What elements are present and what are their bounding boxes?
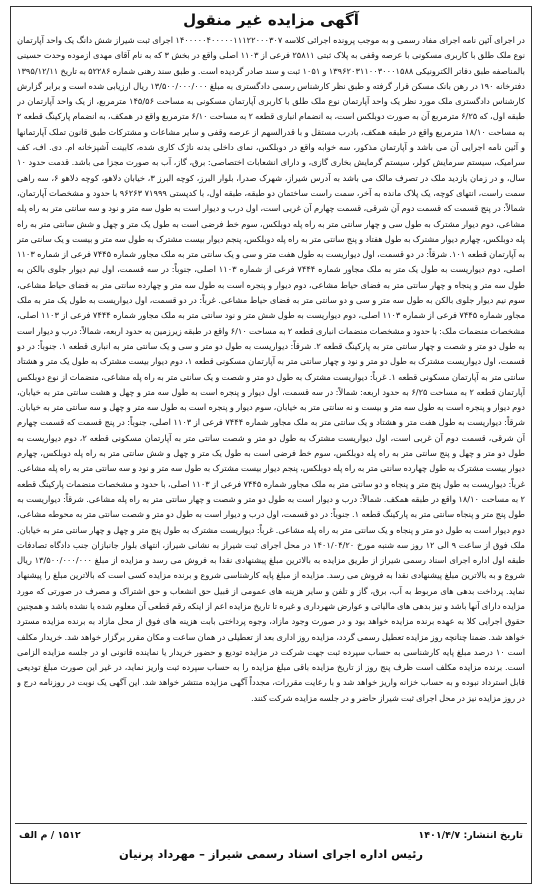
auction-notice: [10, 6, 532, 884]
notice-title: آگهی مزایده غیر منقول: [183, 11, 359, 29]
notice-body: در اجرای آئین نامه اجرای مفاد رسمی و به موجب پرونده اجرائی کلاسه ۱۴۰۰۰۰۰۴۰۰۰۰۰۱۱۱۲۲۰۰۰۳۰۷ اجرای ثبت شیراز شش دانگ یک واحد آپارتمان نوع ملک طلق با کاربری مسکونی با عرصه وقفی به پلاک ثبتی ۲۵۸۱۱ فرعی از ۱۱۰۳ اصلی واقع در بخش ۳ که به نام آقای مهدی ازموده وحدت حسینی بالمناصفه طبق دفاتر الکترونیکی ۱۳۹۶۲۰۳۱۱۰۰۳۰۰۰۱۵۸۸ و ۱۰۵۱ ثبت و سند صادر گردیده است. و طبق سند رهنی شماره ۵۲۲۸۶ به تاریخ ۱۳۹۵/۱۲/۱۱ دفترخانه ۱۹۰ در رهن بانک مسکن قرار گرفته و طبق نظر کارشناس رسمی دادگستری به مبلغ ۱۳/۵۰۰/۰۰۰/۰۰۰ ریال ارزیابی شده است و برابر گزارش کارشناس دادگستری ملک مورد نظر یک واحد آپارتمان نوع ملک طلق با کاربری آپارتمان مسکونی به مساحت ۱۴۵/۵۶ مترمربع، از یک واحد آپارتمان در طبقه اول، که ۶/۲۵ مترمربع آن به صورت دوبلکس است، به انضمام انباری قطعه ۲ به مساحت ۶/۱۰ مترمربع واقع در همکف، به انضمام پارکینگ قطعه ۲ به مساحت ۱۸/۱۰ مترمربع واقع در طبقه همکف، بادرب مستقل و با قدرالسهم از عرصه وقفی و سایر مشاعات و مشترکات طبق قانون تملک آپارتمانها و آئین نامه اجرایی آن می باشد و آپارتمان مذکور، سه خوابه واقع در دوبلکس، نمای داخلی بدنه ناژک کاری شده، کابینت آشپزخانه ام. دی. اف، کف سرامیک، سیستم سرمایش کولر، سیستم گرمایش بخاری گازی، و دارای انشعابات اختصاصی: برق، گاز، آب به صورت مجزا می باشد. قدمت حدود ۱۰ سال، و در زمان بازدید ملک در تصرف مالک می باشد به آدرس شیراز، شهرک صدرا، بلوار البرز، کوچه البرز ۳، خیابان دلاهو، کوچه دلاهو ۶، سه راهی سمت راست، انتهای کوچه، یک پلاک مانده به آخر، سمت راست ساختمان دو طبقه، طبقه اول، با کدپستی ۷۱۹۹۹ ۹۶۲۶۳ با حدود و مشخصات آپارتمان، شمالاً: در پنج قسمت که قسمت دوم آن شرقی، قسمت چهارم آن غربی است، اول درب و دیوار است به طول سه متر و نود و سه سانتی متر به راه پله مشاعی، دوم دیوار مشترک به طول سی و چهار سانتی متر به راه پله دوبلکس، سوم خط فرضی است به طول یک متر و چهل و شش سانتی متر به راه پله دوبلکس، چهارم دیوار مشترک به طول هفتاد و پنج سانتی متر به راه پله دوبلکس، پنجم دیوار بیست مشترک به طول سه متر و بیست و یک سانتی متر به آپارتمان قطعه ۱۰۱. شرقاً: در دو قسمت، اول دیواریست به طول هفت متر و سی و یک سانتی متر به ملک مجاور شماره ۷۴۴۵ فرعی از شماره ۱۱۰۳ اصلی، دوم دیواریست به طول یک متر به ملک مجاور شماره ۷۴۴۴ فرعی از شماره ۱۱۰۳ اصلی، جنوباً: در سه قسمت، اول نیم دیوار جلوی بالکن به طول سه متر و پنجاه و چهار سانتی متر به فضای حیاط مشاعی، دوم دیوار و پنجره است به طول سه متر و چهارده سانتی متر به فضای حیاط مشاعی، سوم نیم دیوار جلوی بالکن به طول سه متر و سی و دو سانتی متر به فضای حیاط مشاعی. غرباً: در دو قسمت، اول دیواریست به طول یک متر به ملک مجاور شماره ۷۴۴۵ فرعی از شماره ۱۱۰۳ اصلی، دوم دیواریست به طول شش متر و نود سانتی متر به ملک مجاور شماره ۷۴۴۴ فرعی از ۱۱۰۳ اصلی، مشخصات منضمات ملک: با حدود و مشخصات منضمات انباری قطعه ۲ به مساحت ۶/۱۰ واقع در طبقه زیرزمین به حدود اربعه، شمالاً: درب و دیوار است به طول دو متر و شصت و چهار سانتی متر به پارکینگ قطعه ۲. شرقاً: دیواریست به طول دو متر و سی و یک سانتی متر به انباری قطعه ۱. جنوباً: در دو قسمت، اول دیواریست مشترک به طول دو متر و نود و چهار سانتی متر به آپارتمان مسکونی قطعه ۱، دوم دیوار بیست مشترک به طول یک متر و هشتاد سانتی متر به آپارتمان مسکونی قطعه ۱. غرباً: دیواریست مشترک به طول دو متر و شصت و یک سانتی متر به راه پله مشاعی، منضمات از نوع دوبلکس آپارتمان قطعه ۲ به مساحت ۶/۲۵ به حدود اربعه: شمالاً: در سه قسمت، اول دیوار و پنجره است به طول سه متر و چهل و هشت سانتی متر به خیابان، دوم دیوار و پنجره است به طول سه متر و بیست و نه سانتی متر به خیابان، سوم دیوار و پنجره است به طول سه متر و چهل و سه سانتی متر به خیابان. شرقاً: دیواریست به طول هفت متر و هشتاد و یک سانتی متر به ملک مجاور شماره ۷۴۴۴ فرعی از ۱۱۰۳ اصلی، جنوباً: در پنج قسمت که قسمت چهارم آن شرقی، قسمت دوم آن غربی است، اول دیواریست مشترک به طول دو متر و شصت سانتی متر به آپارتمان مسکونی قطعه ۲، دوم دیواریست به طول دو متر و چهل و پنج سانتی متر به راه پله دوبلکس، سوم خط فرضی است به طول یک متر و چهل و شش سانتی متر به راه پله دوبلکس، چهارم دیوار بیست مشترک به طول چهارده سانتی متر به راه پله دوبلکس، پنجم دیوار بیست مشترک به طول سه متر و نود و سه سانتی متر به راه پله مشاعی. غرباً: دیواریست به طول پنج متر و پنجاه و دو سانتی متر به ملک مجاور شماره ۷۴۴۵ فرعی از ۱۱۰۳ اصلی، با حدود و مشخصات منضمات پارکینگ قطعه ۲ به مساحت ۱۸/۱۰ واقع در طبقه همکف. شمالاً: درب و دیوار است به طول دو متر و شصت و چهار سانتی متر به راه پله مشاعی. شرقاً: دیواریست به طول پنج متر و پنجاه سانتی متر به پارکینگ قطعه ۱. جنوباً: در دو قسمت، اول درب و دیوار است به طول دو متر و شصت سانتی متر به محوطه مشاعی، دوم دیوار است به طول دو متر و پنجاه و یک سانتی متر به راه پله مشاعی. غرباً: دیواریست مشترک به طول پنج متر و چهل و چهار سانتی متر به خیابان. ملک فوق از ساعت ۹ الی ۱۲ روز سه شنبه مورخ ۱۴۰۱/۰۴/۲۰ در محل اجرای ثبت شیراز به نشانی شیراز، انتهای بلوار جانبازان جنب دادگاه تصادفات طبقه اول اداره اجرای اسناد رسمی شیراز از طریق مزایده به بالاترین مبلغ پیشنهادی نقدا به فروش می رسد و مزایده از مبلغ ۱۳/۵۰۰/۰۰۰/۰۰۰ ریال شروع و به بالاترین مبلغ پیشنهادی نقدا به فروش می رسد. مزایده از مبلغ پایه کارشناسی شروع و برنده مزایده کسی است که بالاترین مبلغ را پیشنهاد نماید. پرداخت بدهی های مربوط به آب، برق، گاز و تلفن و سایر هزینه های عمومی از قبیل حق انشعاب و حق اشتراک و مصرف در صورتی که مورد مزایده دارای آنها باشد و نیز بدهی های مالیاتی و عوارض شهرداری و غیره تا تاریخ مزایده اعم از اینکه رقم قطعی آن معلوم شده یا نشده باشد و همچنین حقوق اجرایی کلا به عهده برنده مزایده خواهد بود و در صورت وجود مازاد، وجوه پرداختی بابت هزینه های فوق از محل مازاد به برنده مزایده مسترد خواهد شد. ضمنا چنانچه روز مزایده تعطیل رسمی گردد، مزایده روز اداری بعد از تعطیلی در همان ساعت و مکان مقرر برگزار خواهد شد. خریدار مکلف است ۱۰ درصد مبلغ پایه کارشناسی به حساب سپرده ثبت جهت شرکت در مزایده تودیع و حضور خریدار یا نماینده قانونی او در جلسه مزایده الزامی است. برنده مزایده مکلف است ظرف پنج روز از تاریخ مزایده باقی مبلغ مزایده را به حساب سپرده ثبت واریز نماید، در غیر این صورت مبلغ تودیعی قابل استرداد نبوده و به حساب خزانه واریز خواهد شد و با رعایت مقررات، مجدداً آگهی مزایده منتشر خواهد شد. این آگهی یک نوبت در روزنامه درج و در روز مزایده نیز در محل اجرای ثبت شیراز حاضر و در جلسه مزایده شرکت کنند.: [17, 35, 525, 703]
publish-date: تاریخ انتشار: ۱۴۰۱/۴/۷: [418, 830, 523, 841]
notice-code: ۱۵۱۲ / م الف: [19, 830, 81, 841]
signature-line: رئیس اداره اجرای اسناد رسمی شیراز – مهرداد پرنیان: [118, 847, 424, 861]
notice-footer: [11, 824, 531, 841]
